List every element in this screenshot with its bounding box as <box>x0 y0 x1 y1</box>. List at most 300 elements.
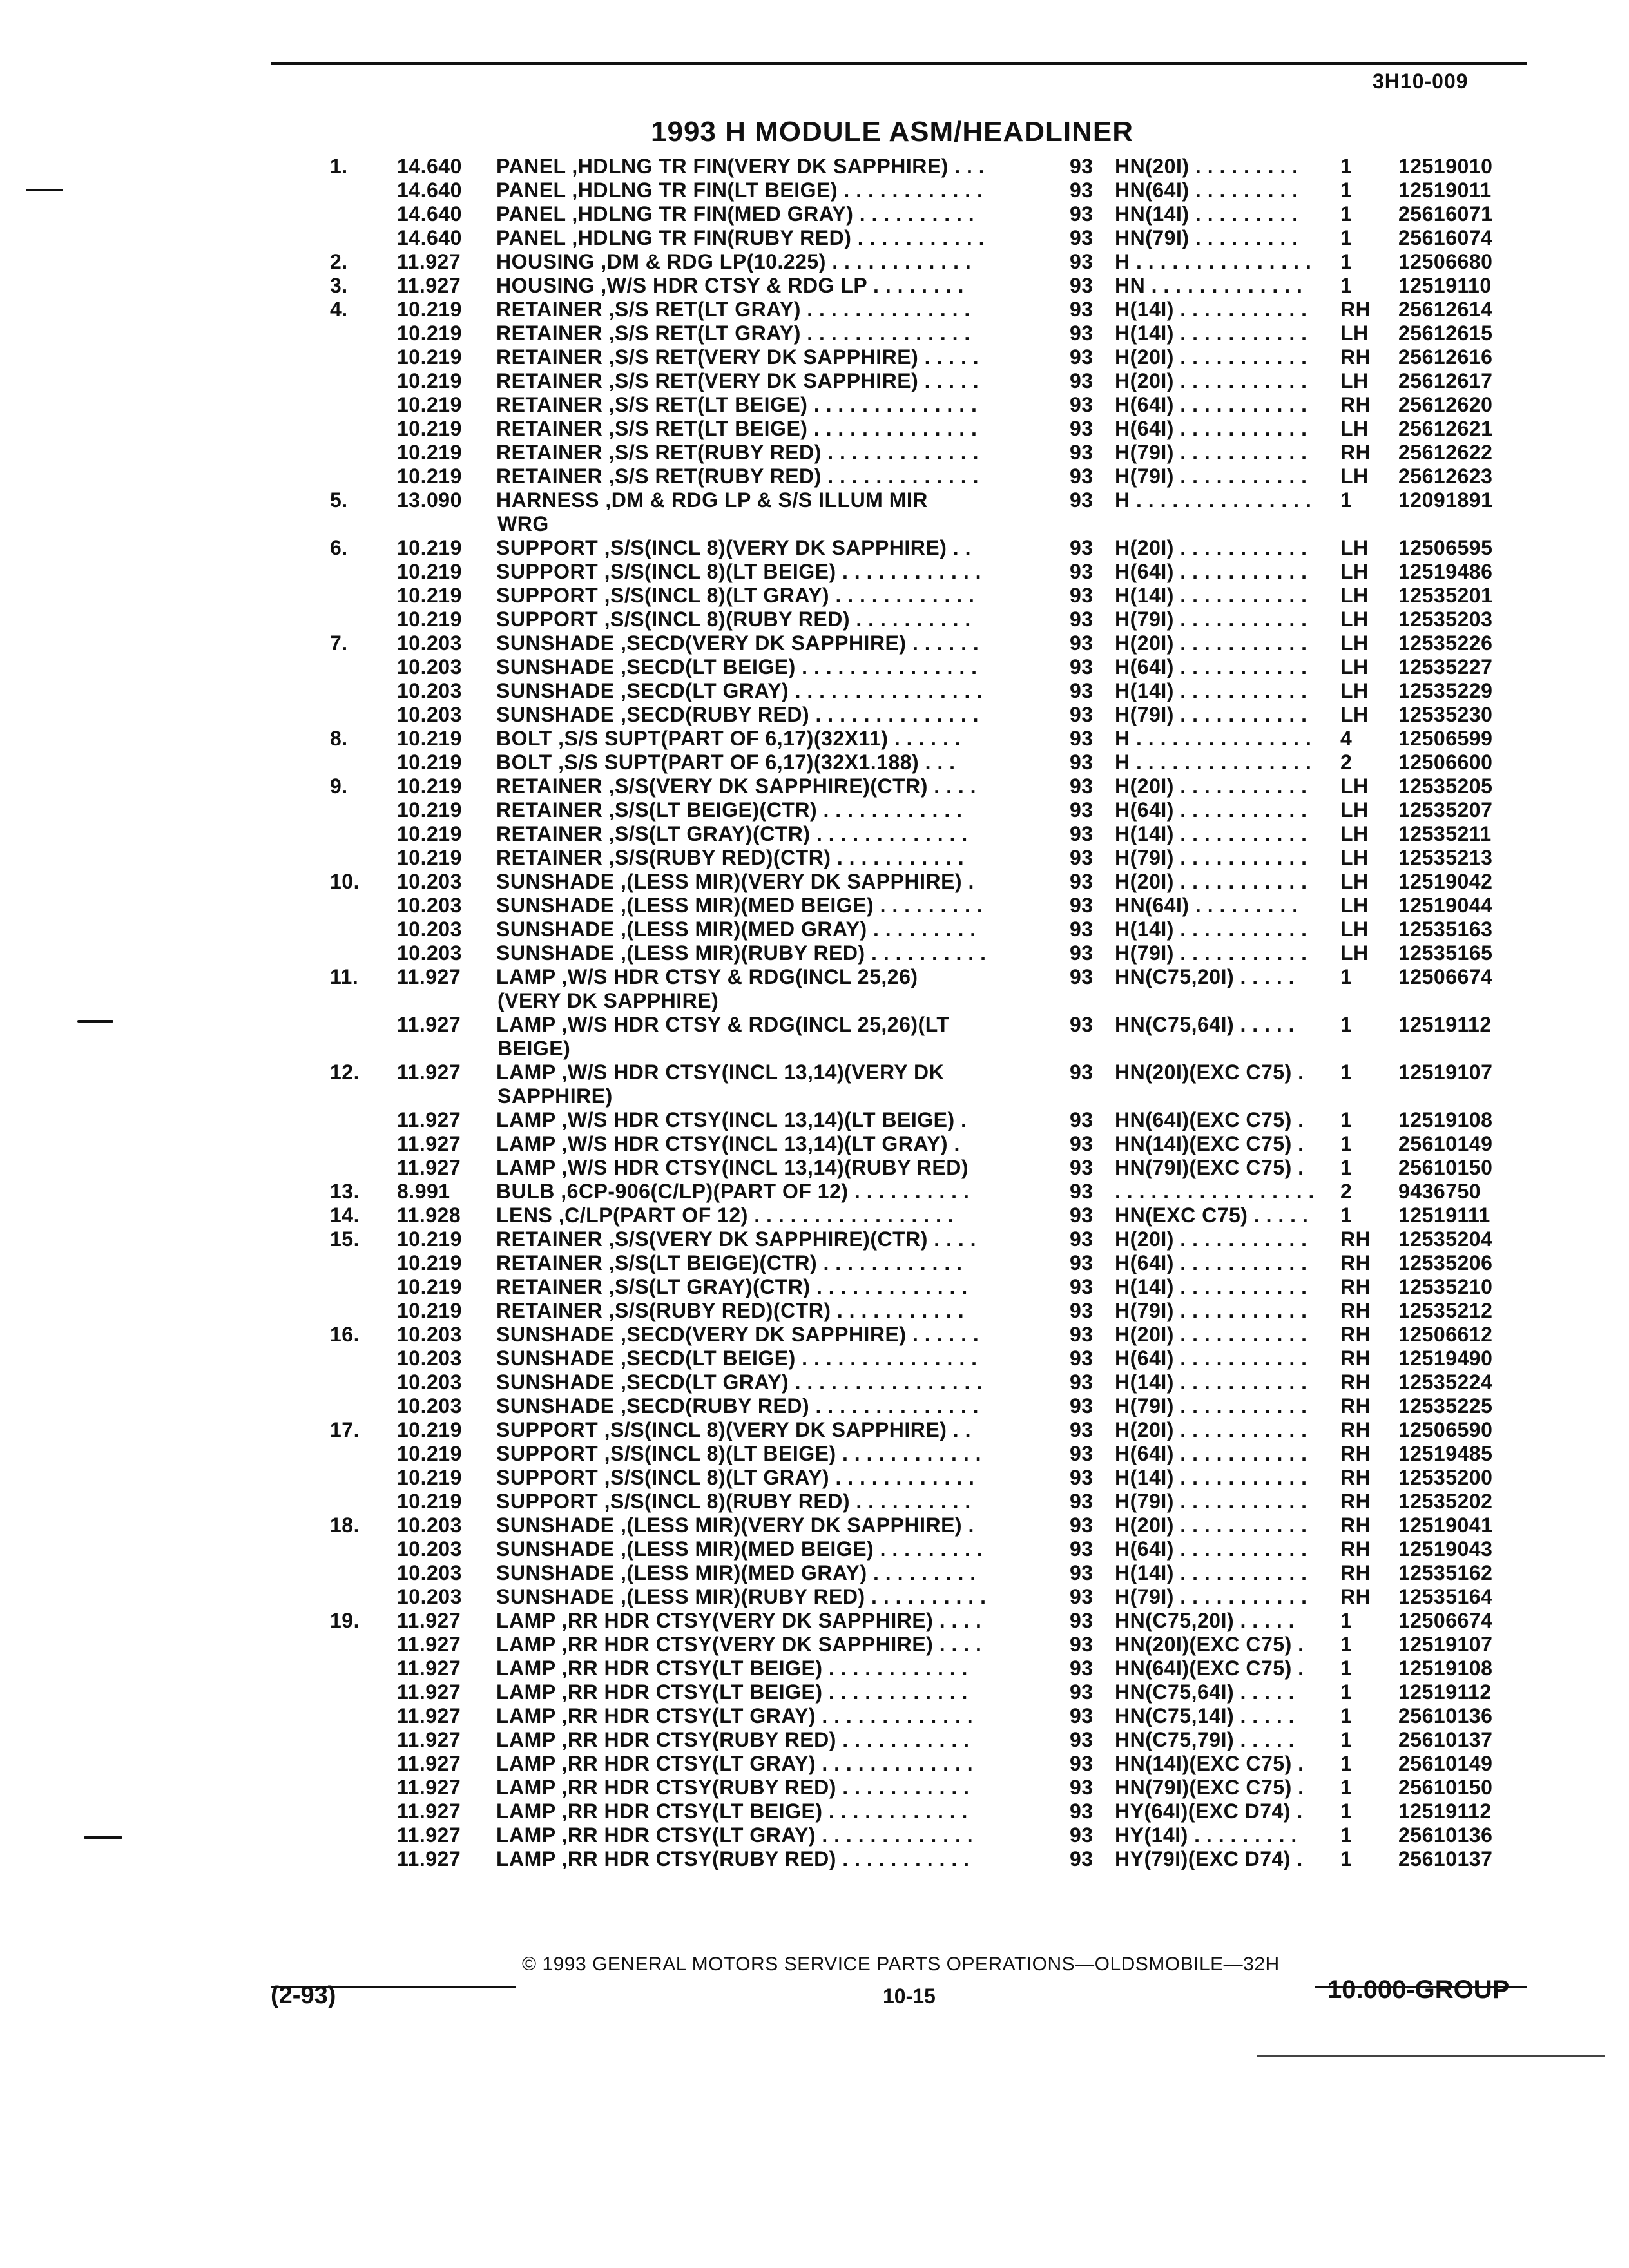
row-yr: 93 <box>1070 1442 1094 1465</box>
row-mod: H . . . . . . . . . . . . . . . <box>1115 751 1312 774</box>
row-yr: 93 <box>1070 155 1094 178</box>
row-grp: 11.928 <box>397 1204 461 1227</box>
row-mod: H(20I) . . . . . . . . . . . <box>1115 1418 1307 1441</box>
row-qty: 1 <box>1340 1609 1353 1632</box>
row-qty: LH <box>1340 822 1369 845</box>
row-qty: 2 <box>1340 1180 1353 1203</box>
row-part: 25610149 <box>1398 1752 1493 1775</box>
row-qty: 1 <box>1340 1156 1353 1179</box>
row-mod: H(14I) . . . . . . . . . . . <box>1115 1466 1307 1489</box>
row-yr: 93 <box>1070 178 1094 202</box>
row-mod: H(64I) . . . . . . . . . . . <box>1115 1251 1307 1274</box>
row-part: 12519111 <box>1398 1204 1490 1227</box>
row-yr: 93 <box>1070 1323 1094 1346</box>
row-grp: 10.219 <box>397 369 462 392</box>
row-yr: 93 <box>1070 1633 1094 1656</box>
row-desc: RETAINER ,S/S(LT GRAY)(CTR) . . . . . . . . . . . . . <box>496 822 968 845</box>
row-part: 12535224 <box>1398 1370 1493 1394</box>
row-grp: 10.219 <box>397 417 462 440</box>
row-desc: LAMP ,RR HDR CTSY(RUBY RED) . . . . . . . . . . . <box>496 1847 970 1870</box>
row-qty: 1 <box>1340 274 1353 297</box>
row-part: 12535202 <box>1398 1490 1493 1513</box>
row-grp: 10.203 <box>397 1514 462 1537</box>
row-part: 12535165 <box>1398 941 1493 965</box>
row-grp: 10.219 <box>397 536 462 559</box>
row-part: 12519107 <box>1398 1633 1493 1656</box>
row-qty: RH <box>1340 1370 1371 1394</box>
row-grp: 10.219 <box>397 560 462 583</box>
row-part: 25612617 <box>1398 369 1493 392</box>
page-title: 1993 H MODULE ASM/HEADLINER <box>651 116 1134 148</box>
row-desc: SUNSHADE ,(LESS MIR)(RUBY RED) . . . . . . . . . . <box>496 941 987 965</box>
row-yr: 93 <box>1070 1490 1094 1513</box>
row-qty: 1 <box>1340 226 1353 249</box>
row-desc: LAMP ,RR HDR CTSY(RUBY RED) . . . . . . . . . . . <box>496 1728 970 1751</box>
row-item: 10. <box>330 870 360 893</box>
row-desc: LAMP ,RR HDR CTSY(VERY DK SAPPHIRE) . . . . <box>496 1633 982 1656</box>
row-desc: SUNSHADE ,SECD(VERY DK SAPPHIRE) . . . . . . <box>496 1323 979 1346</box>
row-mod: HN(14I)(EXC C75) . <box>1115 1132 1304 1155</box>
row-yr: 93 <box>1070 1204 1094 1227</box>
row-yr: 93 <box>1070 584 1094 607</box>
row-desc: RETAINER ,S/S RET(VERY DK SAPPHIRE) . . . . . <box>496 345 979 369</box>
row-desc: RETAINER ,S/S(RUBY RED)(CTR) . . . . . . . . . . . <box>496 846 965 869</box>
row-qty: 1 <box>1340 202 1353 226</box>
row-part: 12091891 <box>1398 488 1493 512</box>
row-item: 11. <box>330 965 359 988</box>
row-yr: 93 <box>1070 870 1094 893</box>
row-qty: RH <box>1340 1537 1371 1561</box>
row-item: 18. <box>330 1514 360 1537</box>
row-desc: BOLT ,S/S SUPT(PART OF 6,17)(32X11) . . . . . . <box>496 727 961 750</box>
row-grp: 10.219 <box>397 1418 462 1441</box>
row-yr: 93 <box>1070 1251 1094 1274</box>
row-qty: LH <box>1340 679 1369 702</box>
row-yr: 93 <box>1070 1227 1094 1251</box>
row-item: 7. <box>330 631 348 655</box>
row-qty: LH <box>1340 918 1369 941</box>
row-part: 25612616 <box>1398 345 1493 369</box>
row-grp: 10.203 <box>397 941 462 965</box>
page-number: 10-15 <box>883 1984 936 2008</box>
row-part: 12535213 <box>1398 846 1493 869</box>
row-mod: H(79I) . . . . . . . . . . . <box>1115 1299 1307 1322</box>
row-mod: HN(20I)(EXC C75) . <box>1115 1061 1304 1084</box>
row-mod: H(20I) . . . . . . . . . . . <box>1115 1323 1307 1346</box>
row-grp: 10.203 <box>397 1323 462 1346</box>
row-desc: SUPPORT ,S/S(INCL 8)(VERY DK SAPPHIRE) . . <box>496 536 971 559</box>
row-qty: 1 <box>1340 1800 1353 1823</box>
copyright-line: © 1993 GENERAL MOTORS SERVICE PARTS OPERATIONS—OLDSMOBILE—32H <box>522 1954 1280 1975</box>
row-yr: 93 <box>1070 727 1094 750</box>
row-desc: LAMP ,RR HDR CTSY(LT BEIGE) . . . . . . . . . . . . <box>496 1657 968 1680</box>
row-mod: HN(EXC C75) . . . . . <box>1115 1204 1309 1227</box>
row-mod: H(64I) . . . . . . . . . . . <box>1115 393 1307 416</box>
row-part: 25612615 <box>1398 322 1493 345</box>
row-desc: BULB ,6CP-906(C/LP)(PART OF 12) . . . . . . . . . . <box>496 1180 970 1203</box>
row-grp: 14.640 <box>397 226 462 249</box>
row-mod: H(79I) . . . . . . . . . . . <box>1115 846 1307 869</box>
row-part: 12519044 <box>1398 894 1493 917</box>
row-part: 12519486 <box>1398 560 1493 583</box>
row-part: 12506600 <box>1398 751 1493 774</box>
row-desc: RETAINER ,S/S RET(LT GRAY) . . . . . . . . . . . . . . <box>496 322 970 345</box>
row-qty: LH <box>1340 703 1369 726</box>
row-yr: 93 <box>1070 1728 1094 1751</box>
row-desc: BOLT ,S/S SUPT(PART OF 6,17)(32X1.188) . . . <box>496 751 956 774</box>
row-item: 9. <box>330 774 348 798</box>
row-mod: H(20I) . . . . . . . . . . . <box>1115 1514 1307 1537</box>
row-grp: 10.219 <box>397 798 462 822</box>
row-grp: 10.219 <box>397 441 462 464</box>
row-mod: H(20I) . . . . . . . . . . . <box>1115 774 1307 798</box>
row-desc: SUNSHADE ,(LESS MIR)(MED GRAY) . . . . . . . . . <box>496 1561 976 1584</box>
row-grp: 11.927 <box>397 250 461 273</box>
row-mod: H(20I) . . . . . . . . . . . <box>1115 870 1307 893</box>
row-part: 12519041 <box>1398 1514 1493 1537</box>
row-yr: 93 <box>1070 1418 1094 1441</box>
row-part: 12535201 <box>1398 584 1493 607</box>
row-yr: 93 <box>1070 488 1094 512</box>
row-mod: H(64I) . . . . . . . . . . . <box>1115 1347 1307 1370</box>
row-yr: 93 <box>1070 1299 1094 1322</box>
row-part: 25610136 <box>1398 1823 1493 1847</box>
row-grp: 10.203 <box>397 679 462 702</box>
row-qty: RH <box>1340 1442 1371 1465</box>
row-item: 4. <box>330 298 348 321</box>
row-mod: H(20I) . . . . . . . . . . . <box>1115 1227 1307 1251</box>
row-mod: HN(14I)(EXC C75) . <box>1115 1752 1304 1775</box>
row-qty: 1 <box>1340 488 1353 512</box>
row-item: 14. <box>330 1204 360 1227</box>
row-mod: HN(C75,14I) . . . . . <box>1115 1704 1295 1727</box>
row-grp: 10.203 <box>397 870 462 893</box>
row-yr: 93 <box>1070 1156 1094 1179</box>
row-mod: HN(C75,64I) . . . . . <box>1115 1680 1295 1704</box>
row-desc: RETAINER ,S/S(RUBY RED)(CTR) . . . . . . . . . . . <box>496 1299 965 1322</box>
row-desc: RETAINER ,S/S(VERY DK SAPPHIRE)(CTR) . . . . <box>496 774 977 798</box>
row-qty: 1 <box>1340 250 1353 273</box>
row-qty: 1 <box>1340 1704 1353 1727</box>
row-part: 12506680 <box>1398 250 1493 273</box>
row-qty: RH <box>1340 393 1371 416</box>
row-qty: LH <box>1340 536 1369 559</box>
punch-mark <box>77 1020 113 1023</box>
row-qty: 1 <box>1340 155 1353 178</box>
row-yr: 93 <box>1070 1823 1094 1847</box>
row-mod: H(79I) . . . . . . . . . . . <box>1115 1490 1307 1513</box>
row-desc: SUNSHADE ,(LESS MIR)(MED BEIGE) . . . . . . . . . <box>496 1537 983 1561</box>
row-grp: 10.219 <box>397 1299 462 1322</box>
row-desc: SUPPORT ,S/S(INCL 8)(LT BEIGE) . . . . . . . . . . . . <box>496 560 981 583</box>
row-qty: RH <box>1340 1394 1371 1418</box>
row-desc: LAMP ,W/S HDR CTSY & RDG(INCL 25,26) <box>496 965 918 988</box>
row-yr: 93 <box>1070 1800 1094 1823</box>
row-yr: 93 <box>1070 798 1094 822</box>
row-part: 12506599 <box>1398 727 1493 750</box>
row-yr: 93 <box>1070 941 1094 965</box>
punch-mark <box>26 189 63 191</box>
row-qty: LH <box>1340 894 1369 917</box>
row-grp: 14.640 <box>397 155 462 178</box>
row-yr: 93 <box>1070 1776 1094 1799</box>
row-desc: SUNSHADE ,SECD(RUBY RED) . . . . . . . . . . . . . . <box>496 703 979 726</box>
row-desc: PANEL ,HDLNG TR FIN(MED GRAY) . . . . . . . . . . <box>496 202 975 226</box>
row-grp: 10.219 <box>397 774 462 798</box>
row-item: 17. <box>330 1418 360 1441</box>
row-desc: PANEL ,HDLNG TR FIN(LT BEIGE) . . . . . . . . . . . . <box>496 178 983 202</box>
row-qty: LH <box>1340 655 1369 678</box>
row-part: 25616074 <box>1398 226 1493 249</box>
row-grp: 10.219 <box>397 822 462 845</box>
row-desc: SUPPORT ,S/S(INCL 8)(VERY DK SAPPHIRE) . . <box>496 1418 971 1441</box>
row-desc: LAMP ,RR HDR CTSY(RUBY RED) . . . . . . . . . . . <box>496 1776 970 1799</box>
row-part: 12535206 <box>1398 1251 1493 1274</box>
row-desc: RETAINER ,S/S(LT BEIGE)(CTR) . . . . . . . . . . . . <box>496 798 963 822</box>
row-mod: H(14I) . . . . . . . . . . . <box>1115 298 1307 321</box>
row-part: 25612623 <box>1398 465 1493 488</box>
row-mod: HN(C75,20I) . . . . . <box>1115 1609 1295 1632</box>
row-desc: SUNSHADE ,(LESS MIR)(VERY DK SAPPHIRE) . <box>496 1514 974 1537</box>
bottom-rule <box>1257 2055 1605 2057</box>
row-qty: 1 <box>1340 1752 1353 1775</box>
row-qty: 1 <box>1340 1776 1353 1799</box>
row-qty: RH <box>1340 1299 1371 1322</box>
row-yr: 93 <box>1070 1466 1094 1489</box>
row-desc: RETAINER ,S/S RET(RUBY RED) . . . . . . . . . . . . . <box>496 441 979 464</box>
row-grp: 10.203 <box>397 894 462 917</box>
row-mod: HN(64I) . . . . . . . . . <box>1115 178 1298 202</box>
row-part: 12519010 <box>1398 155 1493 178</box>
row-yr: 93 <box>1070 655 1094 678</box>
row-yr: 93 <box>1070 1680 1094 1704</box>
row-part: 12535164 <box>1398 1585 1493 1608</box>
row-qty: LH <box>1340 584 1369 607</box>
row-mod: HY(14I) . . . . . . . . . <box>1115 1823 1297 1847</box>
row-desc: RETAINER ,S/S RET(LT GRAY) . . . . . . . . . . . . . . <box>496 298 970 321</box>
row-mod: H(14I) . . . . . . . . . . . <box>1115 1275 1307 1298</box>
row-yr: 93 <box>1070 393 1094 416</box>
row-item: 8. <box>330 727 348 750</box>
row-grp: 11.927 <box>397 1657 461 1680</box>
row-part: 12535200 <box>1398 1466 1493 1489</box>
row-part: 25610137 <box>1398 1847 1493 1870</box>
row-grp: 11.927 <box>397 1013 461 1036</box>
row-grp: 11.927 <box>397 1847 461 1870</box>
row-yr: 93 <box>1070 536 1094 559</box>
row-mod: H(14I) . . . . . . . . . . . <box>1115 822 1307 845</box>
row-grp: 10.219 <box>397 393 462 416</box>
row-qty: LH <box>1340 774 1369 798</box>
row-qty: RH <box>1340 1466 1371 1489</box>
row-grp: 10.203 <box>397 1347 462 1370</box>
row-grp: 10.219 <box>397 1490 462 1513</box>
row-part: 25610150 <box>1398 1156 1493 1179</box>
row-mod: HY(79I)(EXC D74) . <box>1115 1847 1303 1870</box>
row-part: 12519485 <box>1398 1442 1493 1465</box>
row-qty: 1 <box>1340 1728 1353 1751</box>
row-qty: RH <box>1340 1323 1371 1346</box>
row-desc: RETAINER ,S/S RET(LT BEIGE) . . . . . . . . . . . . . . <box>496 417 978 440</box>
row-grp: 14.640 <box>397 178 462 202</box>
row-yr: 93 <box>1070 894 1094 917</box>
row-mod: H(64I) . . . . . . . . . . . <box>1115 1442 1307 1465</box>
row-desc: PANEL ,HDLNG TR FIN(VERY DK SAPPHIRE) . . . <box>496 155 985 178</box>
row-qty: 2 <box>1340 751 1353 774</box>
row-yr: 93 <box>1070 1180 1094 1203</box>
row-mod: HN(64I)(EXC C75) . <box>1115 1657 1304 1680</box>
row-part: 25612614 <box>1398 298 1493 321</box>
row-desc: LAMP ,W/S HDR CTSY(INCL 13,14)(LT GRAY) . <box>496 1132 960 1155</box>
row-item: 6. <box>330 536 348 559</box>
row-yr: 93 <box>1070 1585 1094 1608</box>
row-mod: HN(79I) . . . . . . . . . <box>1115 226 1298 249</box>
row-grp: 11.927 <box>397 274 461 297</box>
row-yr: 93 <box>1070 631 1094 655</box>
row-mod: HN(14I) . . . . . . . . . <box>1115 202 1298 226</box>
row-mod: H(64I) . . . . . . . . . . . <box>1115 417 1307 440</box>
row-yr: 93 <box>1070 822 1094 845</box>
row-item: 12. <box>330 1061 360 1084</box>
row-part: 25612622 <box>1398 441 1493 464</box>
row-desc: LAMP ,W/S HDR CTSY(INCL 13,14)(LT BEIGE) . <box>496 1108 967 1131</box>
row-item: 3. <box>330 274 348 297</box>
row-qty: RH <box>1340 1251 1371 1274</box>
row-qty: LH <box>1340 560 1369 583</box>
row-desc: SUPPORT ,S/S(INCL 8)(RUBY RED) . . . . . . . . . . <box>496 1490 971 1513</box>
row-yr: 93 <box>1070 441 1094 464</box>
row-yr: 93 <box>1070 774 1094 798</box>
row-desc: SUPPORT ,S/S(INCL 8)(LT BEIGE) . . . . . . . . . . . . <box>496 1442 981 1465</box>
row-desc: SUNSHADE ,SECD(LT GRAY) . . . . . . . . . . . . . . . . <box>496 1370 983 1394</box>
row-qty: 1 <box>1340 178 1353 202</box>
row-item: 16. <box>330 1323 360 1346</box>
row-grp: 10.203 <box>397 703 462 726</box>
row-mod: H(14I) . . . . . . . . . . . <box>1115 679 1307 702</box>
row-desc: RETAINER ,S/S RET(RUBY RED) . . . . . . . . . . . . . <box>496 465 979 488</box>
row-qty: LH <box>1340 870 1369 893</box>
row-grp: 10.219 <box>397 298 462 321</box>
row-mod: H(14I) . . . . . . . . . . . <box>1115 584 1307 607</box>
row-desc: LAMP ,W/S HDR CTSY(INCL 13,14)(VERY DK <box>496 1061 945 1084</box>
row-grp: 11.927 <box>397 1704 461 1727</box>
row-qty: 1 <box>1340 1657 1353 1680</box>
row-grp: 10.203 <box>397 1537 462 1561</box>
row-mod: H(20I) . . . . . . . . . . . <box>1115 369 1307 392</box>
row-grp: 11.927 <box>397 1680 461 1704</box>
row-yr: 93 <box>1070 1657 1094 1680</box>
row-mod: . . . . . . . . . . . . . . . . . <box>1115 1180 1315 1203</box>
row-grp: 13.090 <box>397 488 462 512</box>
row-qty: 1 <box>1340 1108 1353 1131</box>
row-yr: 93 <box>1070 846 1094 869</box>
row-qty: RH <box>1340 1585 1371 1608</box>
row-mod: HN . . . . . . . . . . . . . <box>1115 274 1303 297</box>
row-grp: 10.219 <box>397 584 462 607</box>
row-item: 15. <box>330 1227 360 1251</box>
row-mod: H(79I) . . . . . . . . . . . <box>1115 1394 1307 1418</box>
row-mod: H(14I) . . . . . . . . . . . <box>1115 322 1307 345</box>
row-desc: HARNESS ,DM & RDG LP & S/S ILLUM MIR <box>496 488 928 512</box>
row-yr: 93 <box>1070 1132 1094 1155</box>
row-yr: 93 <box>1070 703 1094 726</box>
row-mod: H(79I) . . . . . . . . . . . <box>1115 703 1307 726</box>
row-part: 12506595 <box>1398 536 1493 559</box>
row-desc: SUNSHADE ,(LESS MIR)(RUBY RED) . . . . . . . . . . <box>496 1585 987 1608</box>
row-part: 12535212 <box>1398 1299 1493 1322</box>
row-grp: 10.203 <box>397 1561 462 1584</box>
row-grp: 11.927 <box>397 1823 461 1847</box>
row-desc: SUNSHADE ,SECD(LT BEIGE) . . . . . . . . . . . . . . . <box>496 1347 978 1370</box>
row-mod: H(64I) . . . . . . . . . . . <box>1115 560 1307 583</box>
row-grp: 11.927 <box>397 1800 461 1823</box>
row-yr: 93 <box>1070 298 1094 321</box>
row-yr: 93 <box>1070 345 1094 369</box>
row-part: 12519112 <box>1398 1013 1492 1036</box>
row-mod: HN(C75,79I) . . . . . <box>1115 1728 1295 1751</box>
row-grp: 11.927 <box>397 1776 461 1799</box>
row-desc: PANEL ,HDLNG TR FIN(RUBY RED) . . . . . . . . . . . <box>496 226 985 249</box>
row-qty: RH <box>1340 1227 1371 1251</box>
row-grp: 10.219 <box>397 751 462 774</box>
row-qty: LH <box>1340 608 1369 631</box>
row-desc: SUNSHADE ,SECD(LT GRAY) . . . . . . . . . . . . . . . . <box>496 679 983 702</box>
row-part: 12535203 <box>1398 608 1493 631</box>
row-yr: 93 <box>1070 1347 1094 1370</box>
row-grp: 11.927 <box>397 1061 461 1084</box>
row-desc: RETAINER ,S/S(LT GRAY)(CTR) . . . . . . . . . . . . . <box>496 1275 968 1298</box>
row-desc: SUPPORT ,S/S(INCL 8)(LT GRAY) . . . . . . . . . . . . <box>496 1466 975 1489</box>
row-grp: 10.203 <box>397 1370 462 1394</box>
row-grp: 11.927 <box>397 965 461 988</box>
row-part: 12535226 <box>1398 631 1493 655</box>
row-item: 5. <box>330 488 348 512</box>
row-qty: 1 <box>1340 1204 1353 1227</box>
row-qty: 1 <box>1340 1013 1353 1036</box>
row-qty: 4 <box>1340 727 1353 750</box>
row-desc: HOUSING ,DM & RDG LP(10.225) . . . . . . . . . . . . <box>496 250 972 273</box>
row-mod: HN(C75,20I) . . . . . <box>1115 965 1295 988</box>
row-desc: LAMP ,RR HDR CTSY(LT BEIGE) . . . . . . . . . . . . <box>496 1680 968 1704</box>
row-yr: 93 <box>1070 250 1094 273</box>
row-desc: LAMP ,RR HDR CTSY(LT BEIGE) . . . . . . . . . . . . <box>496 1800 968 1823</box>
row-qty: LH <box>1340 417 1369 440</box>
group-code: 10.000-GROUP <box>1327 1975 1510 2004</box>
row-desc: LAMP ,RR HDR CTSY(LT GRAY) . . . . . . . . . . . . . <box>496 1752 974 1775</box>
row-mod: HN(20I) . . . . . . . . . <box>1115 155 1298 178</box>
row-mod: H(79I) . . . . . . . . . . . <box>1115 465 1307 488</box>
row-part: 25616071 <box>1398 202 1493 226</box>
row-desc: SUPPORT ,S/S(INCL 8)(LT GRAY) . . . . . . . . . . . . <box>496 584 975 607</box>
row-mod: H(79I) . . . . . . . . . . . <box>1115 608 1307 631</box>
row-yr: 93 <box>1070 1752 1094 1775</box>
row-part: 12519011 <box>1398 178 1492 202</box>
row-part: 12506612 <box>1398 1323 1493 1346</box>
row-yr: 93 <box>1070 226 1094 249</box>
row-grp: 11.927 <box>397 1633 461 1656</box>
row-part: 25610137 <box>1398 1728 1493 1751</box>
row-part: 12535229 <box>1398 679 1493 702</box>
row-mod: H . . . . . . . . . . . . . . . <box>1115 488 1312 512</box>
row-part: 9436750 <box>1398 1180 1481 1203</box>
row-desc: RETAINER ,S/S(LT BEIGE)(CTR) . . . . . . . . . . . . <box>496 1251 963 1274</box>
row-yr: 93 <box>1070 608 1094 631</box>
row-mod: H(79I) . . . . . . . . . . . <box>1115 441 1307 464</box>
row-yr: 93 <box>1070 202 1094 226</box>
row-yr: 93 <box>1070 751 1094 774</box>
row-part: 12535211 <box>1398 822 1492 845</box>
row-yr: 93 <box>1070 1514 1094 1537</box>
